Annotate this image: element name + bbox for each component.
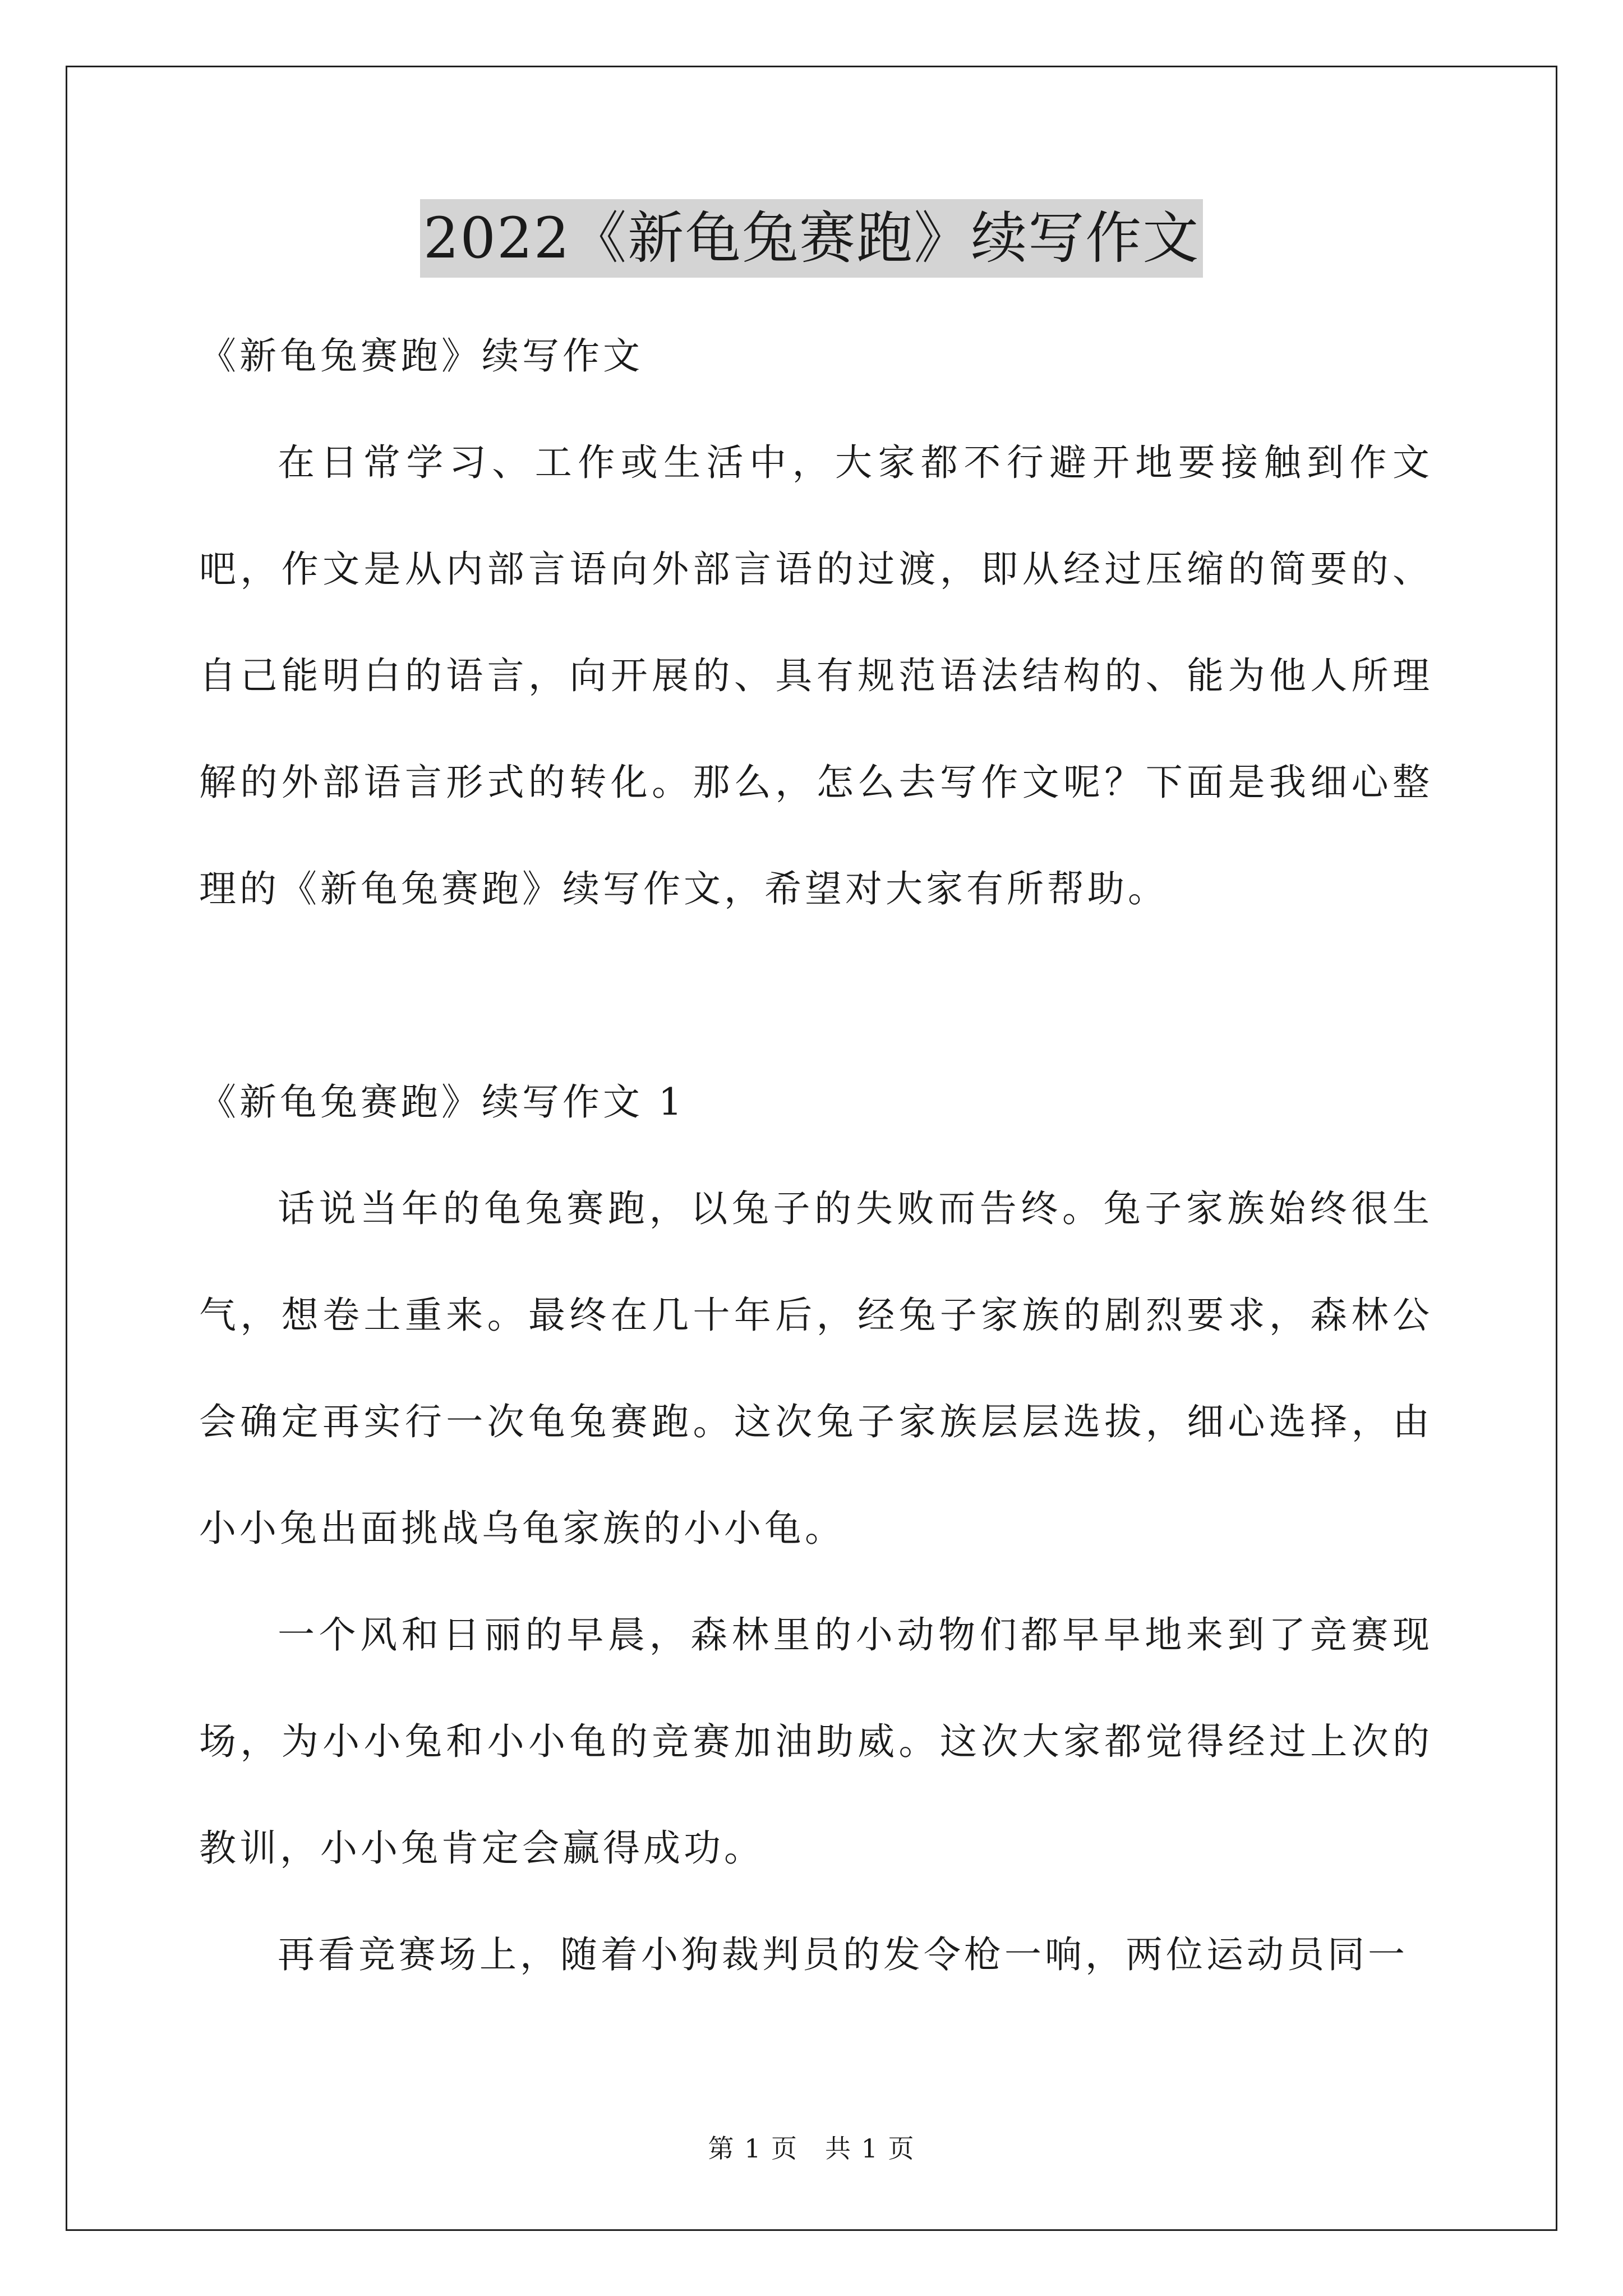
body-paragraph: 一个风和日丽的早晨，森林里的小动物们都早早地来到了竞赛现场，为小小兔和小小龟的竞赛加油助威。这次大家都觉得经过上次的教训，小小兔肯定会赢得成功。	[199, 1613, 1433, 1870]
body-paragraph: 再看竞赛场上，随着小狗裁判员的发令枪一响，两位运动员同一	[278, 1933, 1408, 1976]
document-title: 2022《新龟兔赛跑》续写作文	[420, 199, 1204, 278]
section-spacer	[199, 942, 1433, 1049]
title-container	[0, 199, 1623, 278]
section-heading: 《新龟兔赛跑》续写作文 1	[199, 1080, 685, 1124]
intro-heading: 《新龟兔赛跑》续写作文	[199, 334, 643, 378]
page-footer: 第 1 页 共 1 页	[708, 2133, 915, 2164]
intro-paragraph: 在日常学习、工作或生活中，大家都不行避开地要接触到作文吧，作文是从内部言语向外部言语的过渡，即从经过压缩的简要的、自己能明白的语言，向开展的、具有规范语法结构的、能为他人所理解的外部语言形式的转化。那么，怎么去写作文呢？下面是我细心整理的《新龟兔赛跑》续写作文，希望对大家有所帮助。	[199, 441, 1433, 910]
document-body	[199, 303, 1433, 2008]
body-paragraph: 话说当年的龟兔赛跑，以兔子的失败而告终。兔子家族始终很生气，想卷土重来。最终在几十年后，经兔子家族的剧烈要求，森林公会确定再实行一次龟兔赛跑。这次兔子家族层层选拔，细心选择，由小小兔出面挑战乌龟家族的小小龟。	[199, 1187, 1433, 1550]
